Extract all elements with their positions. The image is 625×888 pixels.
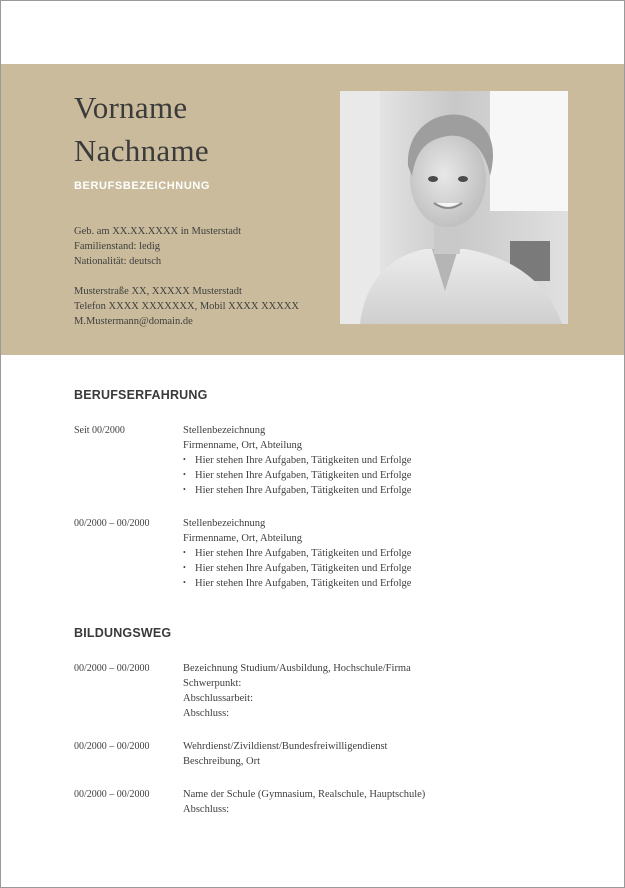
experience-1-company: Firmenname, Ort, Abteilung (183, 440, 302, 451)
education-2-line: Wehrdienst/Zivildienst/Bundesfreiwilligendienst (183, 741, 388, 752)
experience-1-bullet: • Hier stehen Ihre Aufgaben, Tätigkeiten und Erfolge (183, 470, 412, 481)
experience-2-bullet: • Hier stehen Ihre Aufgaben, Tätigkeiten und Erfolge (183, 563, 412, 574)
experience-title: BERUFSERFAHRUNG (74, 388, 208, 402)
experience-1-bullet: • Hier stehen Ihre Aufgaben, Tätigkeiten und Erfolge (183, 455, 412, 466)
education-1-line: Abschluss: (183, 708, 230, 719)
last-name: Nachname (74, 133, 209, 168)
education-1-line: Schwerpunkt: (183, 678, 242, 689)
experience-1-bullet: • Hier stehen Ihre Aufgaben, Tätigkeiten und Erfolge (183, 485, 412, 496)
email: M.Mustermann@domain.de (74, 316, 193, 327)
education-3-date: 00/2000 – 00/2000 (74, 789, 150, 800)
address: Musterstraße XX, XXXXX Musterstadt (74, 286, 242, 297)
phone: Telefon XXXX XXXXXXX, Mobil XXXX XXXXX (74, 301, 299, 312)
experience-1-date: Seit 00/2000 (74, 425, 125, 436)
education-title: BILDUNGSWEG (74, 626, 172, 640)
marital-status: Familienstand: ledig (74, 241, 161, 252)
profile-photo (340, 91, 568, 324)
experience-2-position: Stellenbezeichnung (183, 518, 266, 529)
birth-info: Geb. am XX.XX.XXXX in Musterstadt (74, 226, 242, 237)
education-2-date: 00/2000 – 00/2000 (74, 741, 150, 752)
experience-2-bullet: • Hier stehen Ihre Aufgaben, Tätigkeiten und Erfolge (183, 548, 412, 559)
education-3-line: Abschluss: (183, 804, 230, 815)
education-1-date: 00/2000 – 00/2000 (74, 663, 150, 674)
experience-2-bullet: • Hier stehen Ihre Aufgaben, Tätigkeiten und Erfolge (183, 578, 412, 589)
nationality: Nationalität: deutsch (74, 256, 162, 267)
job-title: BERUFSBEZEICHNUNG (74, 180, 211, 192)
experience-2-date: 00/2000 – 00/2000 (74, 518, 150, 529)
education-1-line: Abschlussarbeit: (183, 693, 253, 704)
education-1-line: Bezeichnung Studium/Ausbildung, Hochschule/Firma (183, 663, 411, 674)
education-3-line: Name der Schule (Gymnasium, Realschule, Hauptschule) (183, 789, 426, 800)
education-2-line: Beschreibung, Ort (183, 756, 260, 767)
experience-2-company: Firmenname, Ort, Abteilung (183, 533, 302, 544)
first-name: Vorname (74, 90, 188, 125)
experience-1-position: Stellenbezeichnung (183, 425, 266, 436)
